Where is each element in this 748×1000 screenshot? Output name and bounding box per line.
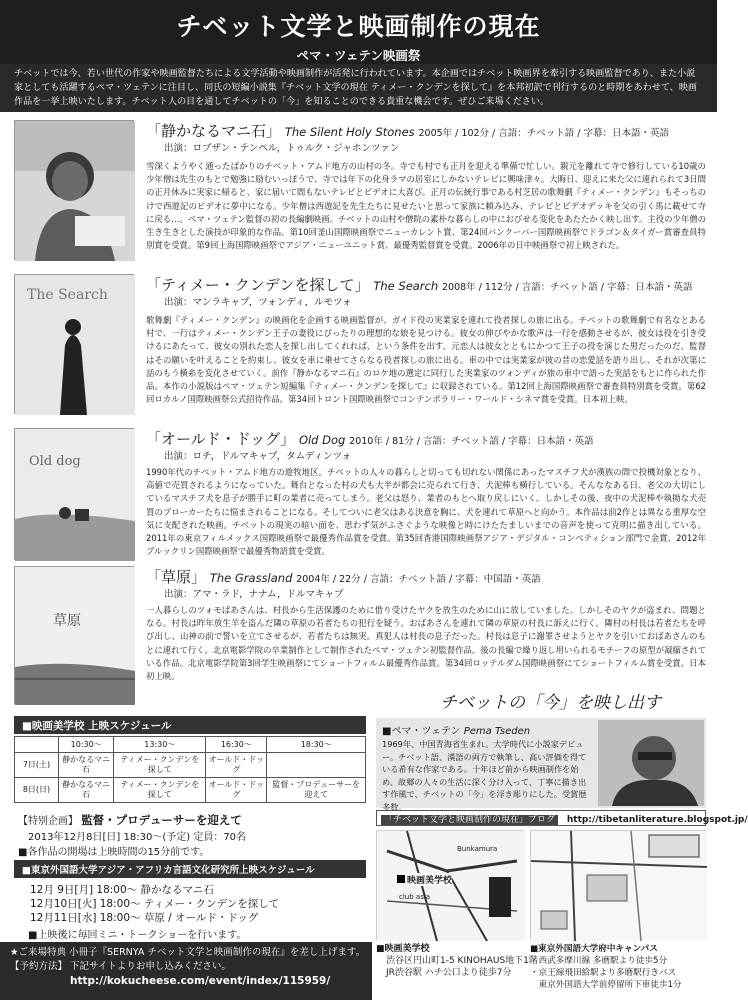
list-item: ・西武多摩川線 多磨駅より徒歩5分	[530, 956, 668, 966]
poster-caption: 草原	[53, 613, 81, 629]
header-banner	[0, 0, 717, 64]
tufs-list	[30, 883, 279, 925]
bio-heading	[382, 722, 530, 737]
list-item: 12月10日[火] 18:00〜 ティメー・クンデンを探して	[30, 898, 280, 910]
schedule-cell: ティメー・クンデンを探して	[114, 778, 206, 803]
film-description: 歌舞劇『ティメー・クンデン』の映画化を企画する映画監督が、ガイド役の実業家を連れて役者探しの旅に出る。チベットの歌舞劇で有名なとある村で、一行はティメー・クンデン王子の妻役にぴったりの理想的な娘を見つける。彼女の伸びやかな歌声は一行を感動させるが、彼女は役を引き受けるにあたって、彼女の別れた恋人を探し出してくれれば、という条件を出す。元恋人は彼女とともにかつて王子の役を演じた男だったのだ。監督はその願いを叶えることを約束し、彼女を車に乗せてさらなる役者探しの旅に出る。車の中では実業家が彼の昔の恋愛話を語り出し、それが次第に話のもう横糸を変化させていく。前作『静かなるマニ石』のロケ地の選定に同行した実業家のツォンディが旅の車中で語った実話をもとに作られた作品。本作の小説版はペマ・ツェテン短編集『ティメー・クンデンを探して』に収録されている。第12回上海国際映画祭で審査員特別賞を受賞。第62回ロカルノ国際映画祭公式招待作品。第34回トロント国際映画祭でコンテンポラリー・ワールド・シネマ賞を受賞。日本初上映。	[146, 315, 706, 405]
bio-name: ■ペマ・ツェテン	[382, 726, 461, 737]
film-title-en: The Grassland	[209, 571, 293, 585]
film-title-jp: 「草原」	[146, 568, 207, 586]
schedule-heading: ■映画美学校 上映スケジュール	[14, 716, 366, 734]
film-title-en: The Search	[373, 279, 439, 293]
map-drawing	[531, 831, 707, 941]
schedule-time: 16:30〜	[206, 737, 267, 753]
map-label-club: club asia	[399, 893, 431, 901]
director-photo	[598, 720, 704, 806]
film-description: 1990年代のチベット・アムド地方の遊牧地区。チベットの人々の暮らしと切っても切れない関係にあったマスチフ犬が漢族の間で投機対象となり、高値で売買されるようになっていた。舞台となった村の犬も大半が都会に売られて行き、犬泥棒も横行している。そんななある日、老父の大切にしているマスチフ犬を息子が勝手に町の業者に売ってしまう。老父は怒り、業者のもとへ取り戻しにいく。しかしその後、夜中の犬泥棒や執拗な犬売買のブローカーたちに悩まされることになる。そしてついに老父はある決意を胸に、犬を連れて草原へと向かう。本作品は前2作とは異なる重厚な空気に支配された映画。チベットの現実の暗い面を、思わず気がふさぐような映像と時にけたたましいまでの音声を使って克明に描き出している。2011年の東京フィルメックス国際映画祭で最優秀作品賞を受賞。第35回香港国際映画祭アジア・デジタル・コンペティション部門で金賞、2012年ブルックリン国際映画祭で最優秀物語賞を受賞。	[146, 467, 706, 557]
map1-access: JR渋谷駅 ハチ公口より徒歩7分	[386, 968, 512, 978]
schedule-date: 8日(日)	[15, 778, 59, 803]
map1-caption	[376, 943, 538, 979]
schedule-cell	[267, 753, 366, 778]
poster-image	[14, 274, 134, 414]
film-cast: 出演：アマ・ラド，ナナム，ドルマキャプ	[164, 589, 344, 600]
reserve-line	[10, 960, 362, 974]
schedule-cell: 静かなるマニ石	[59, 778, 114, 803]
schedule-cell: ティメー・クンデンを探して	[114, 753, 206, 778]
gift-text: ★ご来場特典 小冊子『SERNYA チベット文学と映画制作の現在』を差し上げます。	[10, 947, 366, 958]
schedule-date: 7日(土)	[15, 753, 59, 778]
reserve-label: 【予約方法】	[10, 961, 68, 972]
schedule-cell: 監督・プロデューサーを迎えて	[267, 778, 366, 803]
map-drawing	[377, 831, 525, 941]
schedule-time: 10:30〜	[59, 737, 114, 753]
map-eigabigakko	[376, 830, 524, 940]
reserve-text: 下記サイトよりお申し込みください。	[70, 961, 231, 972]
schedule-cell: オールド・ドッグ	[206, 778, 267, 803]
bio-box	[376, 718, 706, 812]
special-event	[18, 812, 242, 828]
schedule-time: 13:30〜	[114, 737, 206, 753]
intro-text: チベットでは今、若い世代の作家や映画監督たちによる文学活動や映画制作が活発に行われています。本企画ではチベット映画界を牽引する映画監督であり、また小説家としても活躍するペマ・ツェテンに注目し、同氏の短編小説集『チベット文学の現在 ティメー・クンデンを探して』を本邦初訳で刊行するのと時期をあわせて、映画作品を一挙上映いたします。チベット人の目を通してチベットの「今」を知ることのできる貴重な機会です。ぜひご来場ください。	[0, 64, 717, 112]
poster-image	[14, 566, 134, 704]
film-meta: 2005年 / 102分 / 言語：チベット語 / 字幕：日本語・英語	[418, 128, 670, 139]
poster-caption: The Search	[27, 287, 108, 303]
film-title	[146, 566, 706, 587]
tufs-note: ■上映後に毎回ミニ・トークショーを行います。	[28, 930, 247, 941]
film-description: 一人暮らしのツォモばあさんは、村長から生活保護のために借り受けたヤクを放生のために山に放していました。しかしそのヤクが盗まれ、問題となる。村長は昨年放生羊を盗んだ隣の草原の若者たちの犯行を疑う。おばあさんを連れて隣の草原の村長に訴えに行く。隣村の村長は若者たちを呼び出し、山神の前で誓いを立てさせるが、若者たちは無実。真犯人は村長の息子だった。村長は息子に謝罪させようとヤクを引いておばあさんのもとに連れて行く。北京電影学院の卒業制作として制作されたペマ・ツェテン初監督作品。後の長編で繰り返し用いられるモチーフの原型が凝縮されている作品。北京電影学院第3回学生映画祭にてショートフィルム最優秀作品賞。第34回ロッテルダム国際映画祭にてショートフィルム賞を受賞。日本初上映。	[146, 605, 706, 682]
tagline: チベットの「今」を映し出す	[440, 693, 661, 713]
poster-image	[14, 428, 134, 560]
bio-name-en: Pema Tseden	[463, 726, 531, 737]
film-meta: 2008年 / 112分 / 言語：チベット語 / 字幕：日本語・英語	[441, 282, 693, 293]
map1-title: ■映画美学校	[376, 944, 430, 954]
footer-box	[0, 942, 372, 1000]
schedule-time: 18:30〜	[267, 737, 366, 753]
map2-caption	[530, 943, 682, 991]
film-title-jp: 「ティメー・クンデンを探して」	[146, 276, 370, 294]
map-label-school: 映画美学校	[407, 873, 452, 886]
film-meta: 2010年 / 81分 / 言語：チベット語 / 字幕：日本語・英語	[349, 436, 594, 447]
reserve-url-link[interactable]: http://kokucheese.com/event/index/115959/	[70, 975, 331, 987]
poster-caption: Old dog	[29, 454, 81, 469]
page-title: チベット文学と映画制作の現在	[176, 12, 541, 41]
list-item: 12月 9日[月] 18:00〜 静かなるマニ石	[30, 884, 215, 896]
film-title	[146, 120, 706, 141]
blog-link[interactable]: http://tibetanliterature.blogspot.jp/	[566, 815, 748, 825]
film-description: 雪深くようやく通ったばかりのチベット・アムド地方の山村の冬。寺でも村でも正月を迎える準備で忙しい。親元を離れて寺で修行している10歳の少年僧は先生のもとで勉強に励むいっぽうで、寺では年下の化身ラマの居室にしかないテレビに興味津々。大晦日、迎えに来た父に連れられて3日間の正月休みに実家に帰ると、家に届いて間もないテレビとビデオに大喜び。正月の伝統行事である村芝居の歌舞劇『ティメー・クンデン』もそっちのけで西遊記のビデオに夢中になる。少年僧は西遊記を先生たちに見せたいと思って家族に頼み込み、テレビとビデオデッキを父の引く馬に載せて寺に戻る…。ペマ・ツェテン監督の初の長編劇映画。チベットの山村や僧院の素朴な暮らしの中におびせる変化をあたたかく映し出す。主役の少年僧の生き生きとした演技が印象的な作品。第10回釜山国際映画祭でニューカレント賞、第24回バンクーバー国際映画祭でドラゴン＆タイガー賞審査員特別賞を受賞。第9回上海国際映画祭でアジア・ニューユニット賞、最優秀監督賞を受賞。2006年の日中映画祭で初上映された。	[146, 161, 706, 251]
special-label: 【特別企画】	[18, 816, 78, 827]
map-tufs	[530, 830, 706, 940]
film-silent-holy-stones	[14, 120, 704, 270]
film-the-grassland	[14, 566, 704, 706]
film-title-en: The Silent Holy Stones	[284, 125, 415, 139]
map-label-bunka: Bunkamura	[457, 845, 498, 853]
film-title-jp: 「静かなるマニ石」	[146, 122, 282, 140]
table-row	[15, 778, 366, 803]
film-cast: 出演：マンラキャプ，ツォンディ，ルモツォ	[164, 297, 352, 308]
table-row	[15, 753, 366, 778]
blog-bar	[376, 810, 748, 826]
film-cast: 出演：ロチ，ドルマキャプ，タムディンツォ	[164, 451, 352, 462]
film-title	[146, 428, 706, 449]
film-title-jp: 「オールド・ドッグ」	[146, 430, 296, 448]
map1-address: 渋谷区円山町1-5 KINOHAUS地下1階	[386, 956, 538, 966]
poster-image	[14, 120, 134, 260]
schedule-cell: 静かなるマニ石	[59, 753, 114, 778]
list-item: 東京外国語大学前停留所下車徒歩1分	[530, 980, 682, 990]
blog-label: 「チベット文学と映画制作の現在」ブログ	[381, 815, 558, 825]
schedule-note: ■各作品の開場は上映時間の15分前です。	[18, 847, 210, 858]
special-title: 監督・プロデューサーを迎えて	[81, 813, 242, 827]
list-item: ・京王線飛田給駅より多磨駅行きバス	[530, 968, 677, 978]
film-title	[146, 274, 706, 295]
film-the-search	[14, 274, 704, 424]
schedule-table	[14, 736, 366, 803]
list-item: 12月11日[水] 18:00〜 草原 / オールド・ドッグ	[30, 912, 259, 924]
map2-title: ■東京外国語大学府中キャンパス	[530, 944, 658, 954]
film-title-en: Old Dog	[298, 433, 346, 447]
film-meta: 2004年 / 22分 / 言語：チベット語 / 字幕：中国語・英語	[296, 574, 541, 585]
special-time: 2013年12月8日[日] 18:30〜(予定) 定員：70名	[28, 832, 247, 843]
page-subtitle: ペマ・ツェテン映画祭	[296, 48, 421, 63]
schedule-cell: オールド・ドッグ	[206, 753, 267, 778]
film-cast: 出演：ロブザン・テンペル，トゥルク・ジャホンツァン	[164, 143, 400, 154]
bio-text: 1969年、中国青海省生まれ。大学時代に小説家デビュー。チベット語、漢語の両方で執筆し、高い評価を得ている希有な作家である。十年ほど前から映画制作を始め、故郷の人々の生活に深く分け入って、丁寧に描き出す作風で、チベットの「今」を浮き彫りにした。受賞歴多数。	[382, 739, 587, 812]
tufs-heading: ■東京外国語大学アジア・アフリカ言語文化研究所上映スケジュール	[14, 860, 366, 878]
film-old-dog	[14, 428, 704, 564]
schedule-corner	[15, 737, 59, 753]
